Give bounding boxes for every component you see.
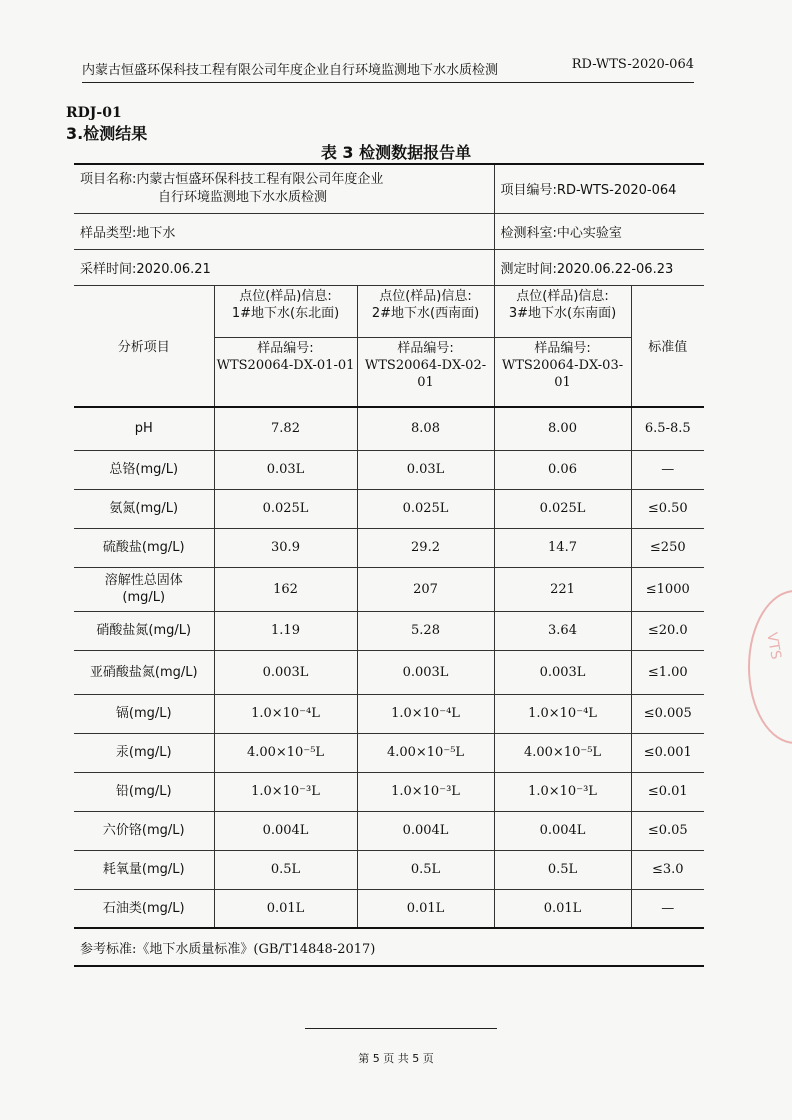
value-cell-1: 4.00×10⁻⁵L [214,733,357,772]
item-cell: 汞(mg/L) [74,733,214,772]
standard-cell: ≤0.005 [631,694,704,733]
value-cell-3: 1.0×10⁻⁴L [494,694,631,733]
section-title: 3.检测结果 [66,124,148,143]
value-cell-3: 0.06 [494,450,631,489]
sample-type-cell [74,213,494,249]
point-2-code-label: 样品编号: [397,340,454,356]
project-name-value-line2: 自行环境监测地下水水质检测 [158,189,328,205]
project-number-value: RD-WTS-2020-064 [556,183,677,199]
page-header [82,56,694,83]
footer-divider [305,1028,497,1029]
value-cell-1: 1.19 [214,611,357,650]
value-cell-1: 7.82 [214,407,357,450]
project-number-label: 项目编号: [500,183,557,199]
value-cell-2: 0.004L [357,811,494,850]
value-cell-3: 1.0×10⁻³L [494,772,631,811]
reference-row [74,928,704,966]
value-cell-2: 0.5L [357,850,494,889]
point-1-code-value: WTS20064-DX-01-01 [216,357,355,373]
value-cell-2: 8.08 [357,407,494,450]
document-code: RDJ-01 [66,105,122,121]
point-1-info [215,286,357,338]
item-cell: 六价铬(mg/L) [74,811,214,850]
test-time-cell [494,249,704,285]
analysis-item-header: 分析项目 [74,285,214,407]
point-2-info-label: 点位(样品)信息: [379,288,472,304]
standard-cell: ≤0.05 [631,811,704,850]
value-cell-3: 3.64 [494,611,631,650]
project-info-row [74,164,704,213]
item-cell: 硝酸盐氮(mg/L) [74,611,214,650]
point-1-info-label: 点位(样品)信息: [239,288,332,304]
table-row [74,772,704,811]
item-cell: 总铬(mg/L) [74,450,214,489]
reference-standard: 参考标准:《地下水质量标准》(GB/T14848-2017) [74,928,704,966]
project-name-value-line1: 内蒙古恒盛环保科技工程有限公司年度企业 [136,171,384,187]
point-1-info-value: 1#地下水(东北面) [231,305,340,321]
value-cell-2: 4.00×10⁻⁵L [357,733,494,772]
standard-cell: ≤1000 [631,567,704,611]
table-row [74,450,704,489]
test-time-value: 2020.06.22-06.23 [556,261,674,277]
item-cell: 耗氧量(mg/L) [74,850,214,889]
item-cell: pH [74,407,214,450]
seal-stamp [748,590,792,744]
table-row [74,811,704,850]
value-cell-2: 1.0×10⁻⁴L [357,694,494,733]
value-cell-1: 1.0×10⁻⁴L [214,694,357,733]
item-cell: 铅(mg/L) [74,772,214,811]
item-cell: 石油类(mg/L) [74,889,214,928]
value-cell-1: 0.003L [214,650,357,694]
point-2-info-value: 2#地下水(西南面) [371,305,480,321]
standard-cell: ≤20.0 [631,611,704,650]
test-time-label: 测定时间: [500,261,557,277]
standard-header: 标准值 [631,285,704,407]
sample-type-row [74,213,704,249]
point-3-header [494,285,631,407]
sampling-time-value: 2020.06.21 [136,261,211,277]
table-row [74,489,704,528]
table-row [74,407,704,450]
table-row [74,694,704,733]
item-cell: 亚硝酸盐氮(mg/L) [74,650,214,694]
point-3-code-value: WTS20064-DX-03-01 [501,357,624,390]
item-cell: 溶解性总固体(mg/L) [74,567,214,611]
column-header-row [74,285,704,407]
value-cell-2: 0.03L [357,450,494,489]
value-cell-3: 0.5L [494,850,631,889]
point-2-code-value: WTS20064-DX-02-01 [364,357,487,390]
value-cell-3: 0.01L [494,889,631,928]
standard-cell: — [631,889,704,928]
value-cell-2: 29.2 [357,528,494,567]
value-cell-2: 1.0×10⁻³L [357,772,494,811]
value-cell-2: 0.01L [357,889,494,928]
standard-cell: ≤0.50 [631,489,704,528]
standard-cell: ≤3.0 [631,850,704,889]
standard-cell: ≤250 [631,528,704,567]
value-cell-3: 8.00 [494,407,631,450]
sample-type-label: 样品类型: [80,225,137,241]
header-title: 内蒙古恒盛环保科技工程有限公司年度企业自行环境监测地下水水质检测 [82,63,499,78]
point-2-header [357,285,494,407]
lab-label: 检测科室: [500,225,557,241]
project-number-cell [494,164,704,213]
standard-cell: ≤1.00 [631,650,704,694]
table-row [74,733,704,772]
point-3-code [495,338,631,406]
header-report-number: RD-WTS-2020-064 [571,57,694,72]
item-cell: 硫酸盐(mg/L) [74,528,214,567]
value-cell-3: 0.003L [494,650,631,694]
point-3-info [495,286,631,338]
point-1-code [215,338,357,406]
value-cell-1: 1.0×10⁻³L [214,772,357,811]
table-row [74,567,704,611]
value-cell-2: 5.28 [357,611,494,650]
standard-cell: ≤0.001 [631,733,704,772]
table-title: 表 3 检测数据报告单 [320,143,472,162]
lab-cell [494,213,704,249]
project-name-label: 项目名称: [80,171,137,187]
value-cell-1: 0.03L [214,450,357,489]
table-row [74,528,704,567]
value-cell-1: 0.5L [214,850,357,889]
point-2-info [358,286,494,338]
table-row [74,850,704,889]
value-cell-3: 14.7 [494,528,631,567]
value-cell-1: 0.004L [214,811,357,850]
value-cell-3: 4.00×10⁻⁵L [494,733,631,772]
value-cell-1: 162 [214,567,357,611]
time-row [74,249,704,285]
table-row [74,611,704,650]
value-cell-2: 0.025L [357,489,494,528]
sampling-time-cell [74,249,494,285]
point-1-header [214,285,357,407]
value-cell-1: 0.01L [214,889,357,928]
table-row [74,650,704,694]
stamp-text: VTS [763,631,784,661]
value-cell-1: 30.9 [214,528,357,567]
table-row [74,889,704,928]
value-cell-2: 0.003L [357,650,494,694]
point-2-code [358,338,494,406]
item-cell: 镉(mg/L) [74,694,214,733]
point-3-code-label: 样品编号: [534,340,591,356]
project-name-cell [74,164,494,213]
point-1-code-label: 样品编号: [257,340,314,356]
value-cell-3: 0.004L [494,811,631,850]
value-cell-1: 0.025L [214,489,357,528]
results-table [74,163,704,967]
point-3-info-label: 点位(样品)信息: [516,288,609,304]
value-cell-2: 207 [357,567,494,611]
value-cell-3: 0.025L [494,489,631,528]
data-rows [74,407,704,928]
sampling-time-label: 采样时间: [80,261,137,277]
sample-type-value: 地下水 [136,225,176,241]
point-3-info-value: 3#地下水(东南面) [508,305,617,321]
lab-value: 中心实验室 [556,225,622,241]
item-cell: 氨氮(mg/L) [74,489,214,528]
value-cell-3: 221 [494,567,631,611]
standard-cell: — [631,450,704,489]
page-number: 第 5 页 共 5 页 [358,1052,434,1065]
standard-cell: 6.5-8.5 [631,407,704,450]
standard-cell: ≤0.01 [631,772,704,811]
